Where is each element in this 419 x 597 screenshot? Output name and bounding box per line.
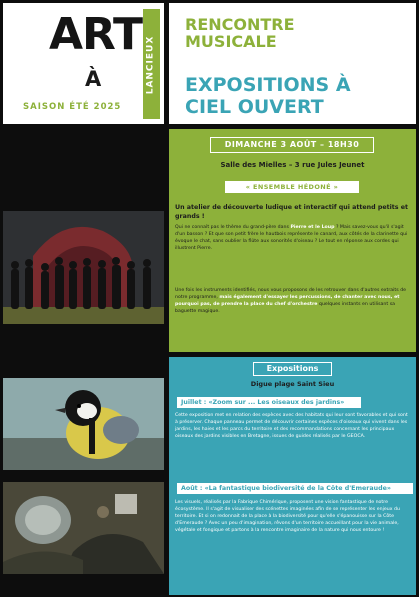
p1-highlight: Pierre et le Loup xyxy=(290,225,335,230)
season-label: SAISON ÉTÉ 2025 xyxy=(23,102,122,112)
p1-text-b: ? Mais savez-vous qu'il s'agit d'un basson ? Et que son petit frère le hautbois représente le canard, aux côtés de la clarinette qui évoque le chat, sans oublier la flûte aux sonorités d'oiseau ? Le tout en réponse aux cordes qui illustrent Pierre. xyxy=(175,225,408,251)
concert-panel xyxy=(169,129,416,352)
biodiversity-photo xyxy=(3,482,164,574)
p2-highlight: mais également d'essayer les percussions, de chanter avec nous, et pourquoi pas, de prendre la place du chef d'orchestre xyxy=(175,295,400,307)
expositions-title: Expositions xyxy=(253,362,332,376)
logo-art: ART xyxy=(49,9,142,60)
p2-text-b: quelques instants en utilisant sa baguette magique. xyxy=(175,302,396,314)
concert-paragraph-1 xyxy=(175,224,411,252)
august-text: Les visuels, réalisés par la Fabrique Chimérique, proposent une vision fantastique de notre écosystème. Il s'agit de visualiser des scénettes imaginées afin de se représenter les enjeux du territoire. Et si on redonnait de la place à la biodiversité pour qu'elle s'épanouisse sur la Côte d'Emeraude ? Avec un peu d'imagination, rêvons d'un territoire accueillant pour la vie animale, végétale et fongique et partons à la rencontre imaginaire de la nature qui nous entoure ! xyxy=(175,500,400,533)
august-label: Août : «La fantastique biodiversité de la Côte d'Emeraude» xyxy=(177,483,413,494)
july-label: Juillet : «Zoom sur ... Les oiseaux des jardins» xyxy=(177,397,361,408)
orchestra-photo xyxy=(3,211,164,324)
title-rencontre: RENCONTRE MUSICALE xyxy=(185,15,295,51)
biodiversity-illustration xyxy=(3,482,164,574)
bird-illustration xyxy=(3,378,164,470)
ensemble-name: « ENSEMBLE HÉDONÉ » xyxy=(225,181,359,193)
lancieux-bar xyxy=(143,9,160,119)
bird-photo xyxy=(3,378,164,470)
expositions-panel xyxy=(169,357,416,595)
logo-block xyxy=(3,3,164,124)
concert-intro: Un atelier de découverte ludique et interactif qui attend petits et grands ! xyxy=(175,204,409,220)
lancieux-label: LANCIEUX xyxy=(145,35,156,95)
concert-date: DIMANCHE 3 AOÛT – 18H30 xyxy=(210,137,374,153)
expositions-place: Digue plage Saint Sieu xyxy=(250,380,335,388)
title-expositions: EXPOSITIONS À CIEL OUVERT xyxy=(185,74,351,118)
title-block xyxy=(169,3,416,124)
july-text: Cette exposition met en relation des espèces avec des habitats qui leur sont favorables et qui sont à préserver. Chaque panneau permet de découvrir certaines espèces d'oiseaux qui vivent dans les jardins, les haies et les parcs du territoire et des recommandations concernant les principaux oiseaux des jardins visibles en Bretagne, issues de guides réalisés par le GEOCA. xyxy=(175,413,408,439)
concert-paragraph-2 xyxy=(175,287,411,315)
p1-text-a: Qui ne connaît pas le thème du grand-père dans xyxy=(175,225,291,230)
logo-a: À xyxy=(85,67,102,91)
concert-venue: Salle des Mielles – 3 rue Jules Jeunet xyxy=(220,161,365,169)
p2-text-a: Une fois les instruments identifiés, nous vous proposons de les retrouver dans d'autres extraits de notre programme, xyxy=(175,288,407,300)
orchestra-illustration xyxy=(3,211,164,324)
